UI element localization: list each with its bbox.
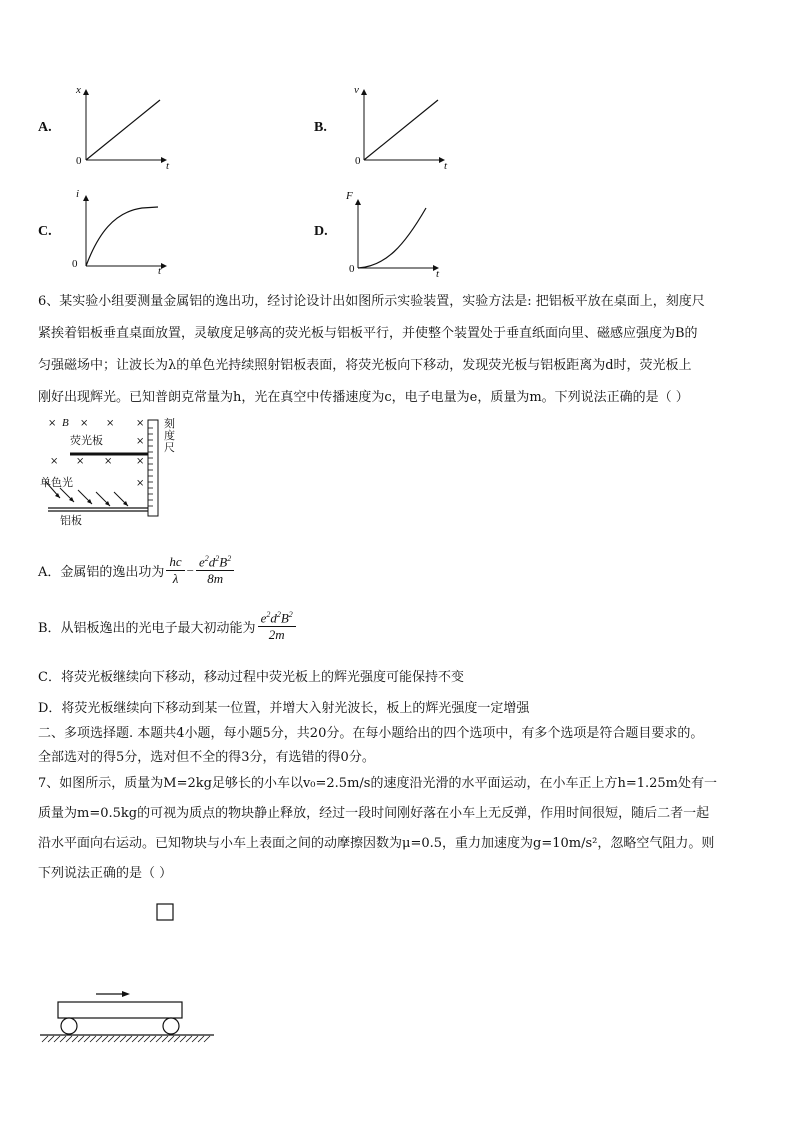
graph-b-x-label: t bbox=[444, 160, 448, 172]
q6-option-c: C．将荧光板继续向下移动，移动过程中荧光板上的辉光强度可能保持不变 bbox=[38, 670, 464, 685]
graph-a bbox=[68, 84, 180, 170]
q6-option-a-text: A．金属铝的逸出功为 bbox=[38, 565, 165, 581]
option-c-label: C. bbox=[38, 224, 52, 239]
q6-line-1: 6、某实验小组要测量金属铝的逸出功，经讨论设计出如图所示实验装置，实验方法是: 把铝板平放在桌面上，刻度尺 bbox=[38, 294, 705, 309]
ground-hatch bbox=[42, 1036, 210, 1042]
q7-line-4: 下列说法正确的是（ ） bbox=[38, 866, 173, 881]
q6-line-4: 刚好出现辉光。已知普朗克常量为h，光在真空中传播速度为c，电子电量为e，质量为m。下列说法正确的是（ ） bbox=[38, 390, 689, 405]
formula-e2d2b2-over-8m: $\frac{e^2d^2B^2}{8m}$ bbox=[196, 554, 234, 587]
field-cross: × bbox=[136, 418, 145, 429]
graph-c-curve bbox=[86, 207, 158, 266]
formula-hc-over-lambda: $\frac{hc}{\lambda}$ bbox=[166, 554, 184, 587]
q6-line-2: 紧挨着铝板垂直桌面放置，灵敏度足够高的荧光板与铝板平行，并使整个装置处于垂直纸面向里、磁感应强度为B的 bbox=[38, 326, 698, 341]
graph-b-origin: 0 bbox=[355, 155, 361, 167]
graph-c-x-label: t bbox=[158, 265, 162, 277]
option-a-label: A. bbox=[38, 120, 52, 135]
graph-c-origin: 0 bbox=[72, 258, 78, 270]
graph-d-y-label: F bbox=[346, 190, 353, 202]
field-cross: × bbox=[136, 436, 145, 447]
q6-apparatus-figure bbox=[40, 416, 200, 527]
q7-line-2: 质量为m=0.5kg的可视为质点的物块静止释放，经过一段时间刚好落在小车上无反弹，作用时间很短，随后二者一起 bbox=[38, 806, 710, 821]
section2-line-2: 全部选对的得5分，选对但不全的得3分，有选错的得0分。 bbox=[38, 750, 375, 765]
graph-d-origin: 0 bbox=[349, 263, 355, 275]
q6-line-3: 匀强磁场中；让波长为λ的单色光持续照射铝板表面，将荧光板向下移动，发现荧光板与铝板距离为d时，荧光板上 bbox=[38, 358, 692, 373]
plate-label: 铝板 bbox=[60, 514, 82, 527]
graph-c bbox=[68, 190, 180, 276]
field-cross: × bbox=[136, 478, 145, 489]
graph-b-y-label: v bbox=[354, 84, 359, 96]
screen-label: 荧光板 bbox=[70, 434, 103, 447]
field-cross: × bbox=[136, 456, 145, 467]
cart-body bbox=[58, 1002, 182, 1018]
cart-wheel-left bbox=[61, 1018, 77, 1034]
field-cross: × bbox=[104, 456, 113, 467]
q7-line-3: 沿水平面向右运动。已知物块与小车上表面之间的动摩擦因数为μ=0.5，重力加速度为g=10m/s²，忽略空气阻力。则 bbox=[38, 836, 715, 851]
graph-a-curve bbox=[86, 100, 160, 160]
field-cross: × bbox=[106, 418, 115, 429]
graph-d-curve bbox=[358, 208, 426, 268]
q6-option-b-text: B．从铝板逸出的光电子最大初动能为 bbox=[38, 621, 256, 637]
field-label-b: B bbox=[62, 417, 69, 429]
q6-option-d: D．将荧光板继续向下移动到某一位置，并增大入射光波长，板上的辉光强度一定增强 bbox=[38, 701, 530, 716]
option-d-label: D. bbox=[314, 224, 328, 239]
falling-block bbox=[157, 904, 173, 920]
q7-line-1: 7、如图所示，质量为M=2kg足够长的小车以v₀=2.5m/s的速度沿光滑的水平面运动，在小车正上方h=1.25m处有一 bbox=[38, 776, 717, 791]
cart-wheel-right bbox=[163, 1018, 179, 1034]
graph-d bbox=[346, 194, 458, 280]
graph-a-y-label: x bbox=[76, 84, 81, 96]
graph-b bbox=[346, 84, 458, 170]
field-cross: × bbox=[76, 456, 85, 467]
graph-a-x-label: t bbox=[166, 160, 170, 172]
graph-a-origin: 0 bbox=[76, 155, 82, 167]
ruler-label: 刻度尺 bbox=[164, 417, 175, 454]
field-cross: × bbox=[48, 418, 57, 429]
graph-c-y-label: i bbox=[76, 188, 80, 200]
q6-option-b bbox=[38, 610, 758, 650]
graph-b-curve bbox=[364, 100, 438, 160]
light-label: 单色光 bbox=[40, 476, 73, 489]
section2-line-1: 二、多项选择题. 本题共4小题，每小题5分，共20分。在每小题给出的四个选项中，有多个选项是符合题目要求的。 bbox=[38, 726, 704, 741]
field-cross: × bbox=[80, 418, 89, 429]
graph-d-x-label: t bbox=[436, 268, 440, 280]
q7-cart-figure bbox=[36, 896, 226, 1046]
option-b-label: B. bbox=[314, 120, 327, 135]
field-cross: × bbox=[50, 456, 59, 467]
q6-option-a: A．金属铝的逸出功为 $\frac{hc}{\lambda}$ − $\frac{e^2d^2B^2}{8m}$ bbox=[38, 554, 758, 594]
formula-e2d2b2-over-2m: $\frac{e^2d^2B^2}{2m}$ bbox=[258, 610, 296, 643]
